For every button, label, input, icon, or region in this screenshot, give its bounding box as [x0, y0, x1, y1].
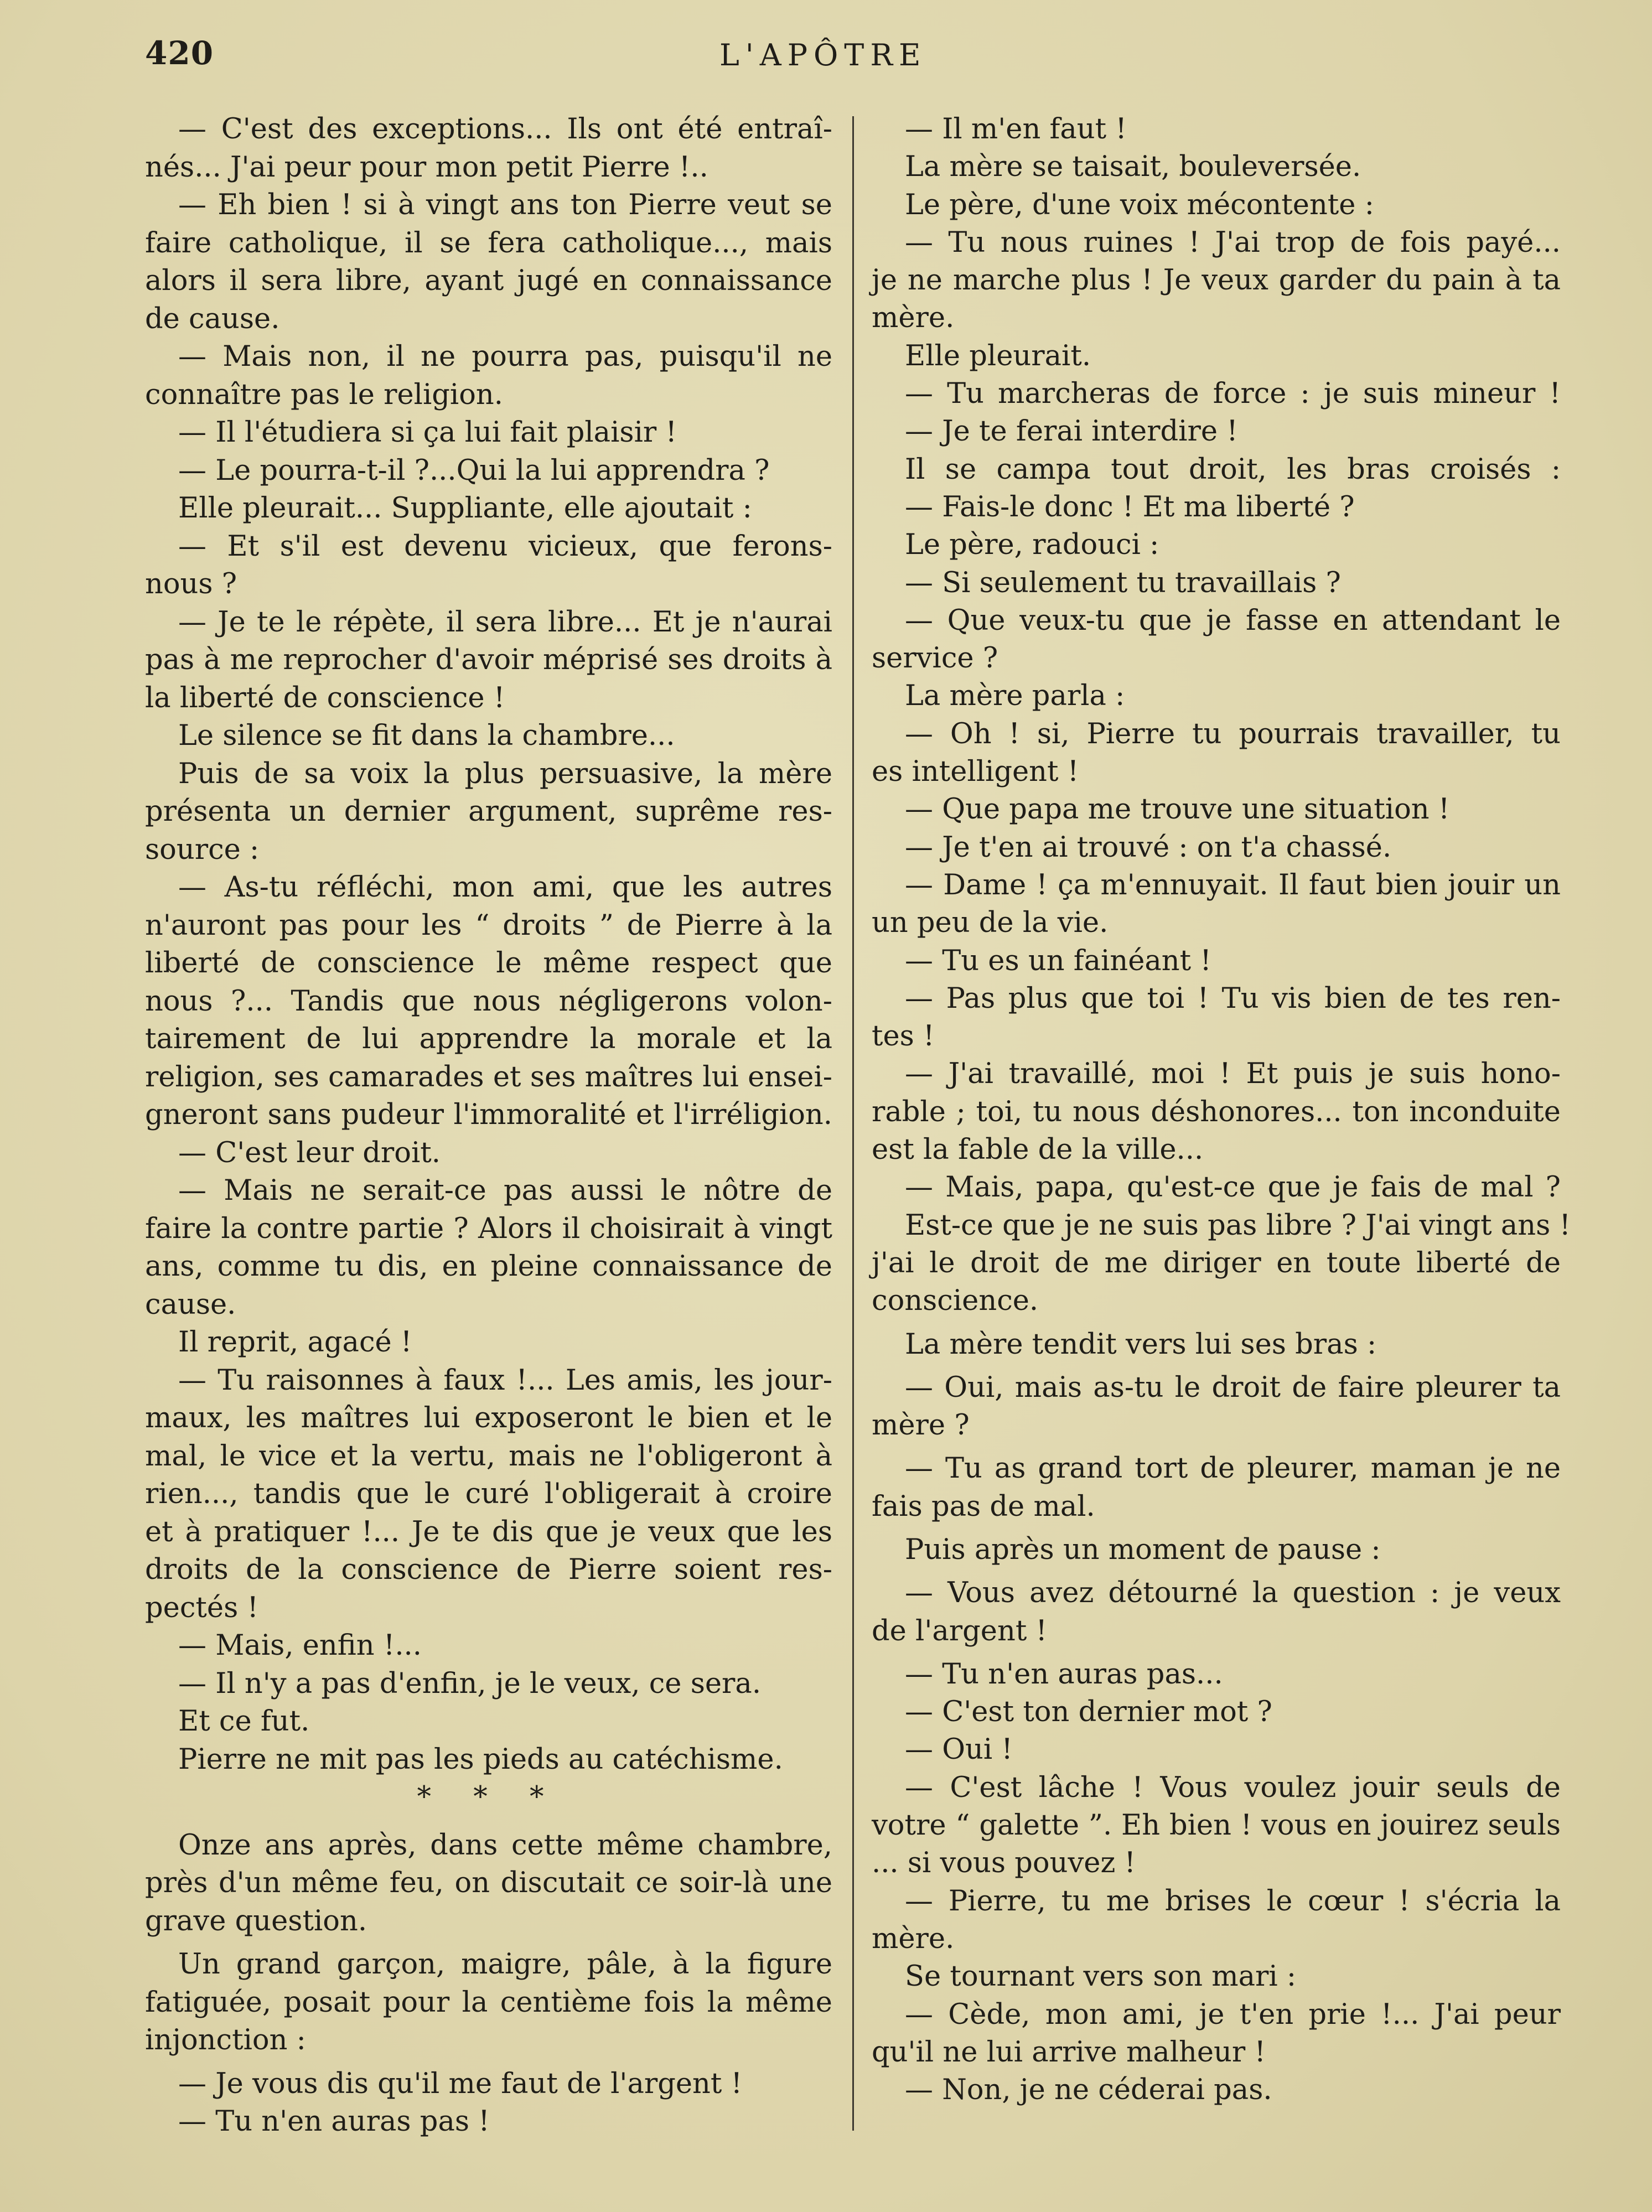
- text-line: — Tu n'en auras pas !: [178, 2105, 490, 2138]
- text-line: Est-ce que je ne suis pas libre ? J'ai vingt ans !: [905, 1209, 1571, 1242]
- text-line: de cause.: [145, 302, 280, 335]
- text-line: religion, ses camarades et ses maîtres lui ensei-: [145, 1060, 832, 1094]
- text-line: pectés !: [145, 1591, 258, 1624]
- text-line: est la fable de la ville...: [872, 1133, 1204, 1167]
- text-line: grave question.: [145, 1904, 367, 1938]
- text-line: Et ce fut.: [178, 1705, 310, 1738]
- text-line: La mère se taisait, bouleversée.: [905, 151, 1361, 184]
- text-line: Puis après un moment de pause :: [905, 1533, 1381, 1566]
- text-line: la liberté de conscience !: [145, 681, 505, 714]
- text-line: — Fais-le donc ! Et ma liberté ?: [905, 490, 1355, 524]
- text-line: Elle pleurait.: [905, 339, 1091, 372]
- text-line: — Mais, enfin !...: [178, 1629, 422, 1662]
- text-line: — Que papa me trouve une situation !: [905, 793, 1450, 826]
- text-line: rien..., tandis que le curé l'obligerait à croire: [145, 1478, 832, 1510]
- text-line: ans, comme tu dis, en pleine connaissance de: [145, 1250, 832, 1283]
- text-line: — Il l'étudiera si ça lui fait plaisir !: [178, 416, 677, 449]
- right-column: [872, 111, 1571, 2109]
- text-line: — Oui !: [905, 1733, 1013, 1767]
- text-line: — Vous avez détourné la question : je veux: [905, 1577, 1561, 1610]
- text-line: Se tournant vers son mari :: [905, 1960, 1297, 1993]
- text-line: — Mais, papa, qu'est-ce que je fais de mal ?: [905, 1171, 1561, 1204]
- text-line: droits de la conscience de Pierre soient res-: [145, 1553, 832, 1586]
- text-line: mère.: [872, 302, 955, 335]
- text-line: Onze ans après, dans cette même chambre,: [178, 1828, 832, 1862]
- text-line: — Oui, mais as-tu le droit de faire pleurer ta: [905, 1371, 1561, 1404]
- text-line: Puis de sa voix la plus persuasive, la mère: [178, 757, 832, 790]
- text-line: j'ai le droit de me diriger en toute liberté de: [872, 1246, 1561, 1279]
- text-line: — Que veux-tu que je fasse en attendant le: [905, 604, 1561, 637]
- text-line: Il se campa tout droit, les bras croisés :: [905, 453, 1561, 486]
- text-line: mère ?: [872, 1409, 970, 1442]
- text-line: nous ?... Tandis que nous négligerons volon-: [145, 985, 832, 1018]
- text-line: mal, le vice et la vertu, mais ne l'obligeront à: [145, 1439, 832, 1473]
- text-line: — Et s'il est devenu vicieux, que ferons-: [178, 530, 832, 563]
- text-line: alors il sera libre, ayant jugé en connaissance: [145, 265, 832, 297]
- text-line: — Le pourra-t-il ?...Qui la lui apprendra ?: [178, 454, 770, 487]
- text-line: — Oh ! si, Pierre tu pourrais travailler, tu: [905, 717, 1561, 750]
- text-line: tes !: [872, 1020, 935, 1053]
- text-line: — Il m'en faut !: [905, 113, 1127, 146]
- text-line: — Mais ne serait-ce pas aussi le nôtre de: [178, 1174, 832, 1207]
- text-line: conscience.: [872, 1284, 1039, 1318]
- text-line: — Tu raisonnes à faux !... Les amis, les jour-: [178, 1364, 832, 1397]
- text-line: — Mais non, il ne pourra pas, puisqu'il ne: [178, 340, 832, 373]
- text-line: — J'ai travaillé, moi ! Et puis je suis hono-: [905, 1058, 1561, 1091]
- text-line: près d'un même feu, on discutait ce soir-là une: [145, 1867, 832, 1899]
- text-line: liberté de conscience le même respect que: [145, 947, 832, 980]
- text-line: Le père, d'une voix mécontente :: [905, 188, 1374, 221]
- text-line: un peu de la vie.: [872, 906, 1109, 940]
- text-line: — Je te ferai interdire !: [905, 415, 1238, 448]
- text-line: maux, les maîtres lui exposeront le bien et le: [145, 1402, 832, 1434]
- text-line: — Il n'y a pas d'enfin, je le veux, ce sera.: [178, 1667, 762, 1700]
- text-line: pas à me reprocher d'avoir méprisé ses droits à: [145, 644, 832, 676]
- text-line: es intelligent !: [872, 755, 1079, 789]
- text-line: Le père, radouci :: [905, 529, 1159, 562]
- text-line: — Tu as grand tort de pleurer, maman je ne: [905, 1452, 1561, 1485]
- text-line: ... si vous pouvez !: [872, 1847, 1136, 1880]
- text-line: connaître pas le religion.: [145, 378, 503, 411]
- page-number: 420: [145, 34, 214, 72]
- text-line: — Tu es un fainéant !: [905, 944, 1211, 977]
- text-line: Il reprit, agacé !: [178, 1326, 412, 1359]
- text-line: — C'est ton dernier mot ?: [905, 1696, 1272, 1729]
- text-line: — Tu nous ruines ! J'ai trop de fois payé...: [905, 226, 1561, 259]
- text-line: La mère parla :: [905, 680, 1125, 713]
- text-line: * * *: [417, 1781, 561, 1814]
- text-line: — Dame ! ça m'ennuyait. Il faut bien jouir un: [905, 868, 1561, 902]
- running-head: L'APÔTRE: [719, 38, 927, 72]
- text-line: gneront sans pudeur l'immoralité et l'irréligion.: [145, 1099, 832, 1131]
- text-line: — Eh bien ! si à vingt ans ton Pierre veut se: [178, 189, 832, 221]
- text-line: rable ; toi, tu nous déshonores... ton inconduite: [872, 1095, 1561, 1128]
- text-line: de l'argent !: [872, 1614, 1048, 1648]
- text-line: fatiguée, posait pour la centième fois la même: [145, 1986, 832, 2019]
- column-divider: [852, 116, 854, 2131]
- text-line: je ne marche plus ! Je veux garder du pain à ta: [872, 264, 1561, 297]
- text-line: — Je vous dis qu'il me faut de l'argent !: [178, 2067, 743, 2100]
- text-line: injonction :: [145, 2024, 306, 2056]
- text-line: — Cède, mon ami, je t'en prie !... J'ai peur: [905, 1998, 1561, 2031]
- text-line: n'auront pas pour les “ droits ” de Pierre à la: [145, 909, 832, 942]
- text-line: Un grand garçon, maigre, pâle, à la figure: [178, 1948, 832, 1981]
- text-line: — C'est des exceptions... Ils ont été entraî-: [178, 113, 832, 146]
- text-line: — Je te le répète, il sera libre... Et je n'aurai: [178, 605, 832, 639]
- text-line: — As-tu réfléchi, mon ami, que les autres: [178, 871, 832, 904]
- text-line: La mère tendit vers lui ses bras :: [905, 1328, 1377, 1361]
- text-line: tairement de lui apprendre la morale et la: [145, 1023, 832, 1055]
- text-line: — Si seulement tu travaillais ?: [905, 566, 1341, 599]
- text-line: — Tu n'en auras pas...: [905, 1657, 1223, 1691]
- text-line: nés... J'ai peur pour mon petit Pierre !..: [145, 151, 708, 184]
- text-line: — C'est leur droit.: [178, 1136, 441, 1169]
- text-line: source :: [145, 833, 260, 866]
- text-line: votre “ galette ”. Eh bien ! vous en jouirez seuls: [872, 1809, 1561, 1842]
- text-line: mère.: [872, 1922, 955, 1955]
- text-line: qu'il ne lui arrive malheur !: [872, 2035, 1266, 2069]
- left-column: [145, 111, 832, 2141]
- text-line: service ?: [872, 642, 998, 675]
- text-line: fais pas de mal.: [872, 1490, 1095, 1523]
- text-line: et à pratiquer !... Je te dis que je veux que les: [145, 1515, 832, 1548]
- text-line: Pierre ne mit pas les pieds au catéchisme.: [178, 1743, 783, 1776]
- text-line: — C'est lâche ! Vous voulez jouir seuls de: [905, 1771, 1561, 1804]
- text-line: nous ?: [145, 568, 237, 600]
- text-line: — Pas plus que toi ! Tu vis bien de tes ren-: [905, 982, 1561, 1015]
- text-line: Le silence se fit dans la chambre...: [178, 719, 675, 752]
- text-line: — Tu marcheras de force : je suis mineur !: [905, 377, 1561, 411]
- text-line: faire catholique, il se fera catholique..., mais: [145, 226, 832, 260]
- text-line: — Je t'en ai trouvé : on t'a chassé.: [905, 831, 1392, 864]
- text-line: Elle pleurait... Suppliante, elle ajoutait :: [178, 492, 752, 525]
- text-line: présenta un dernier argument, suprême res-: [145, 795, 832, 828]
- text-line: cause.: [145, 1288, 236, 1321]
- text-line: faire la contre partie ? Alors il choisirait à vingt: [145, 1212, 832, 1245]
- text-line: — Non, je ne céderai pas.: [905, 2074, 1272, 2107]
- text-line: — Pierre, tu me brises le cœur ! s'écria la: [905, 1884, 1561, 1918]
